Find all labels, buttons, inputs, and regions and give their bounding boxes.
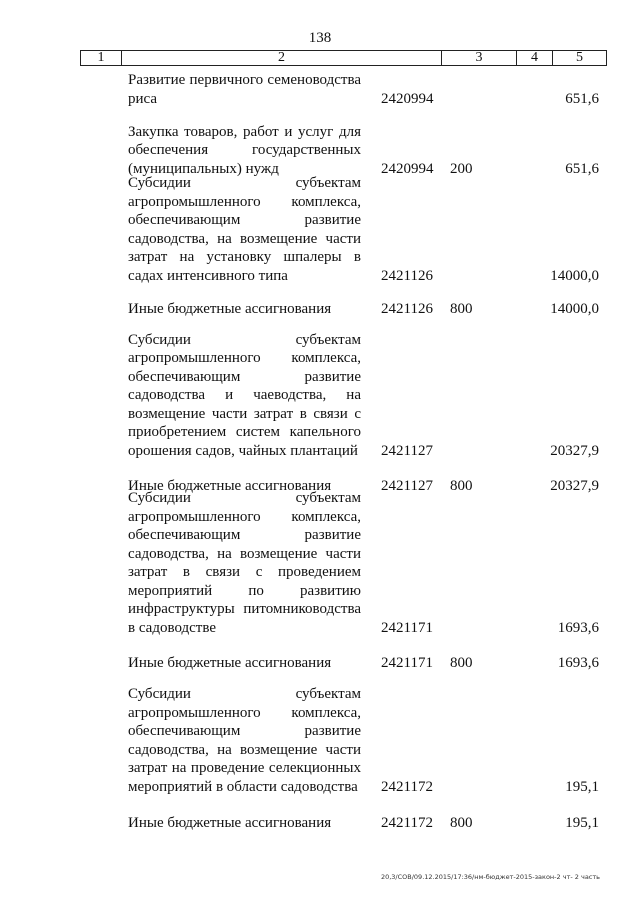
row-amount: 14000,0 [550,301,599,317]
row-amount: 14000,0 [550,268,599,284]
row-code: 2421171 [381,655,433,671]
column-header-5: 5 [576,50,583,65]
page-number: 138 [308,30,332,46]
row-amount: 195,1 [565,779,599,795]
column-header-3: 3 [442,51,517,65]
column-header-row [80,50,607,66]
row-code: 2421172 [381,815,433,831]
row-description: Субсидии субъектам агропромышленного комплекса, обеспечивающим развитие садоводства, на возмещение части затрат на проведение селекционных мероприятий в области садоводства [128,686,361,795]
table-row [0,490,640,637]
column-header-4: 4 [517,51,553,65]
row-code: 2421127 [381,443,433,459]
row-description: Иные бюджетные ассигнования [128,654,332,671]
row-description: Развитие первичного семеноводства риса [128,72,361,107]
row-description: Иные бюджетные ассигнования [128,814,332,831]
row-description: Субсидии субъектам агропромышленного комплекса, обеспечивающим развитие садоводства, на возмещение части затрат в связи с проведением мероприятий по развитию инфраструктуры питомниководства в садоводстве [128,490,361,636]
table-row [0,688,640,796]
table-row [0,652,640,672]
row-amount: 20327,9 [550,478,599,494]
row-amount: 651,6 [565,161,599,177]
row-amount: 1693,6 [557,620,599,636]
column-header-2: 2 [122,51,442,65]
table-row [0,298,640,318]
row-code: 2420994 [381,161,434,177]
row-amount: 195,1 [565,815,599,831]
column-header-1: 1 [81,51,122,65]
table-row [0,812,640,832]
row-amount: 651,6 [565,91,599,107]
row-code: 2421126 [381,268,433,284]
row-amount: 20327,9 [550,443,599,459]
row-type: 200 [450,161,473,177]
row-description: Закупка товаров, работ и услуг для обеспечения государственных (муниципальных) нужд [128,123,361,177]
table-row [0,70,640,108]
row-type: 800 [450,301,473,317]
row-code: 2421172 [381,779,433,795]
row-type: 800 [450,478,473,494]
row-amount: 1693,6 [557,655,599,671]
row-description: Иные бюджетные ассигнования [128,300,332,317]
row-type: 800 [450,655,473,671]
row-code: 2421127 [381,478,433,494]
footer-file-reference: 20,3/СОВ/09.12.2015/17:36/нм-бюджет-2015-закон-2 чт- 2 часть [380,873,600,881]
row-code: 2421126 [381,301,433,317]
row-description: Иные бюджетные ассигнования [128,477,332,494]
row-description: Субсидии субъектам агропромышленного комплекса, обеспечивающим развитие садоводства, на возмещение части затрат на установку шпалеры в садах интенсивного типа [128,175,361,284]
row-code: 2420994 [381,91,434,107]
table-row [0,331,640,460]
row-type: 800 [450,815,473,831]
row-code: 2421171 [381,620,433,636]
table-row [0,175,640,285]
table-row [0,123,640,178]
row-description: Субсидии субъектам агропромышленного комплекса, обеспечивающим развитие садоводства и чаеводства, на возмещение части затрат в связи с приобретением систем капельного орошения садов, чайных плантаций [128,331,361,459]
